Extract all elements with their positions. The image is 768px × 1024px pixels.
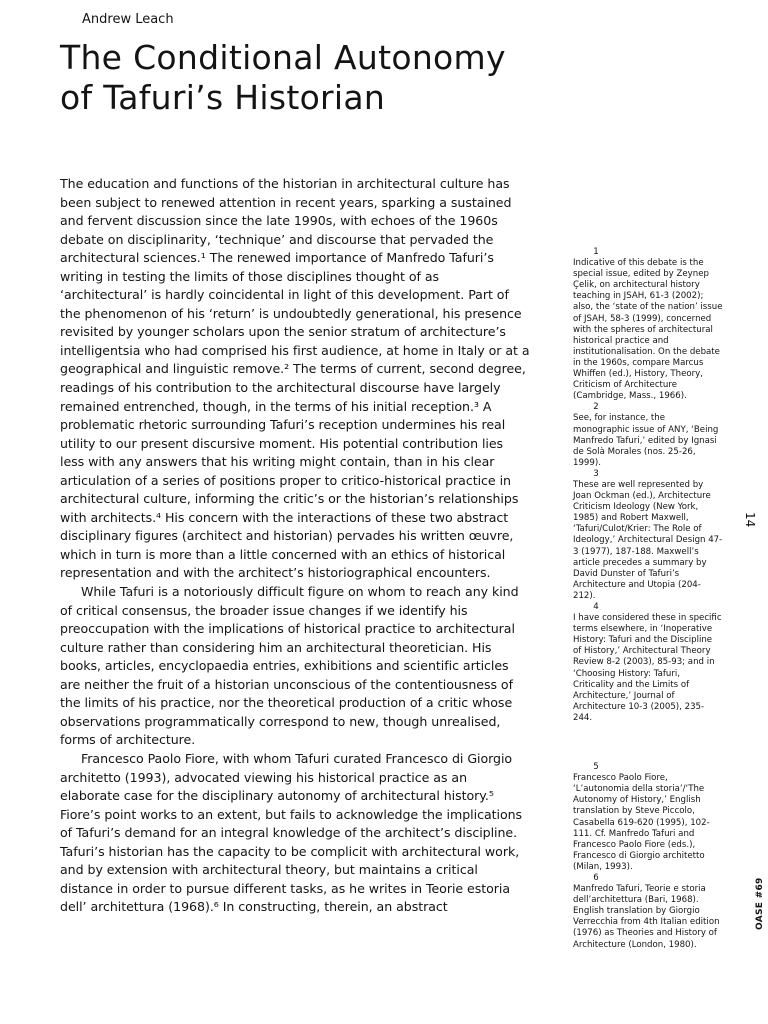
- author-name: Andrew Leach: [82, 12, 174, 27]
- footnote-number: 1: [593, 247, 599, 257]
- footnote-4: [573, 602, 723, 724]
- main-text: [60, 175, 530, 917]
- footnote-text: Indicative of this debate is the special issue, edited by Zeynep Çelik, on architectural history teaching in JSAH, 61-3 (2002); also, the ‘state of the nation’ issue of JSAH, 58-3 (1999), concerned with the spheres of architectural historical practice and institutionalisation. On the debate in the 1960s, compare Marcus Whiffen (ed.), History, Theory, Criticism of Architecture (Cambridge, Mass., 1966).: [573, 258, 723, 402]
- footnote-number: 4: [593, 602, 599, 612]
- footnote-5: [573, 762, 723, 873]
- footnote-text: These are well represented by Joan Ockman (ed.), Architecture Criticism Ideology (New York, 1985) and Robert Maxwell, ‘Tafuri/Culot/Krier: The Role of Ideology,’ Architectural Design 47-3 (1977), 187-188. Maxwell’s article precedes a summary by David Dunster of Tafuri’s Architecture and Utopia (204-212).: [573, 479, 723, 601]
- footnote-gap: [573, 724, 723, 762]
- title-line-2: of Tafuri’s Historian: [60, 78, 386, 117]
- footnote-number: 5: [593, 762, 599, 773]
- footnote-6: [573, 873, 723, 951]
- footnote-3: [573, 469, 723, 602]
- paragraph-2: While Tafuri is a notoriously difficult figure on whom to reach any kind of critical consensus, the broader issue changes if we identify his preoccupation with the implications of historical practice to architectural culture rather than considering him an architectural theoretician. His books, articles, encyclopaedia entries, exhibitions and scientific articles are neither the fruit of a historian unconscious of the contentiousness of the limits of his practice, nor the theoretical production of a critic whose observations programmatically correspond to new, though unrealised, forms of architecture.: [60, 584, 519, 748]
- journal-label: OASE #69: [755, 877, 765, 930]
- footnote-number: 6: [593, 872, 599, 883]
- footnotes: [573, 247, 723, 951]
- footnote-number: 3: [593, 468, 599, 479]
- footnote-number: 2: [593, 402, 599, 413]
- paragraph-1: The education and functions of the historian in architectural culture has been subject to renewed attention in recent years, sparking a sustained and fervent discussion since the late 1990s, with echoes of the 1960s debate on disciplinarity, ‘technique’ and discourse that pervaded the architectural sciences.¹ The renewed importance of Manfredo Tafuri’s writing in testing the limits of those disciplines thought of as ‘architectural’ is hardly coincidental in light of this development. Part of the phenomenon of his ‘return’ is undoubtedly generational, his presence revisited by younger scholars upon the senior stratum of architecture’s intelligentsia who had comprised his first audience, at home in Italy or at a geographical and linguistic remove.² The terms of current, second degree, readings of his contribution to the architectural discourse have largely remained entrenched, though, in the terms of his initial reception.³ A problematic rhetoric surrounding Tafuri’s reception undermines his real utility to our present discursive moment. His potential contribution lies less with any answers that his writing might contain, than in his clear articulation of a series of positions proper to critico-historical practice in architectural culture, informing the critic’s or the historian’s relationships with architects.⁴ His concern with the interactions of these two abstract disciplinary figures (architect and historian) pervades his written œuvre, which in turn is more than a little concerned with an ethics of historical representation and with the architect’s historiographical encounters.: [60, 176, 530, 581]
- footnote-text: Manfredo Tafuri, Teorie e storia dell’architettura (Bari, 1968). English translation by Giorgio Verrecchia from 4th Italian edition (1976) as Theories and History of Architecture (London, 1980).: [573, 884, 720, 950]
- page-number: 14: [743, 512, 757, 528]
- article-title: [60, 38, 580, 118]
- footnote-text: Francesco Paolo Fiore, ‘L’autonomia della storia’/‘The Autonomy of History,’ English translation by Steve Piccolo, Casabella 619-620 (1995), 102-111. Cf. Manfredo Tafuri and Francesco Paolo Fiore (eds.), Francesco di Giorgio architetto (Milan, 1993).: [573, 773, 710, 872]
- footnote-2: [573, 402, 723, 469]
- footnote-text: I have considered these in specific terms elsewhere, in ‘Inoperative History: Tafuri and the Discipline of History,’ Architectural Theory Review 8-2 (2003), 85-93; and in ‘Choosing History: Tafuri, Criticality and the Limits of Architecture,’ Journal of Architecture 10-3 (2005), 235-244.: [573, 613, 722, 723]
- paragraph-3: Francesco Paolo Fiore, with whom Tafuri curated Francesco di Giorgio architetto (1993), advocated viewing his historical practice as an elaborate case for the disciplinary autonomy of architectural history.⁵ Fiore’s point works to an extent, but fails to acknowledge the implications of Tafuri’s demand for an integral knowledge of the architect’s discipline. Tafuri’s historian has the capacity to be complicit with architectural work, and by extension with architectural theory, but maintains a critical distance in order to pursue different tasks, as he writes in Teorie estoria dell’ architettura (1968).⁶ In constructing, therein, an abstract: [60, 750, 523, 915]
- footnote-1: [573, 247, 723, 402]
- title-line-1: The Conditional Autonomy: [60, 38, 506, 77]
- footnote-text: See, for instance, the monographic issue of ANY, ‘Being Manfredo Tafuri,’ edited by Ignasi de Solà Morales (nos. 25-26, 1999).: [573, 413, 719, 468]
